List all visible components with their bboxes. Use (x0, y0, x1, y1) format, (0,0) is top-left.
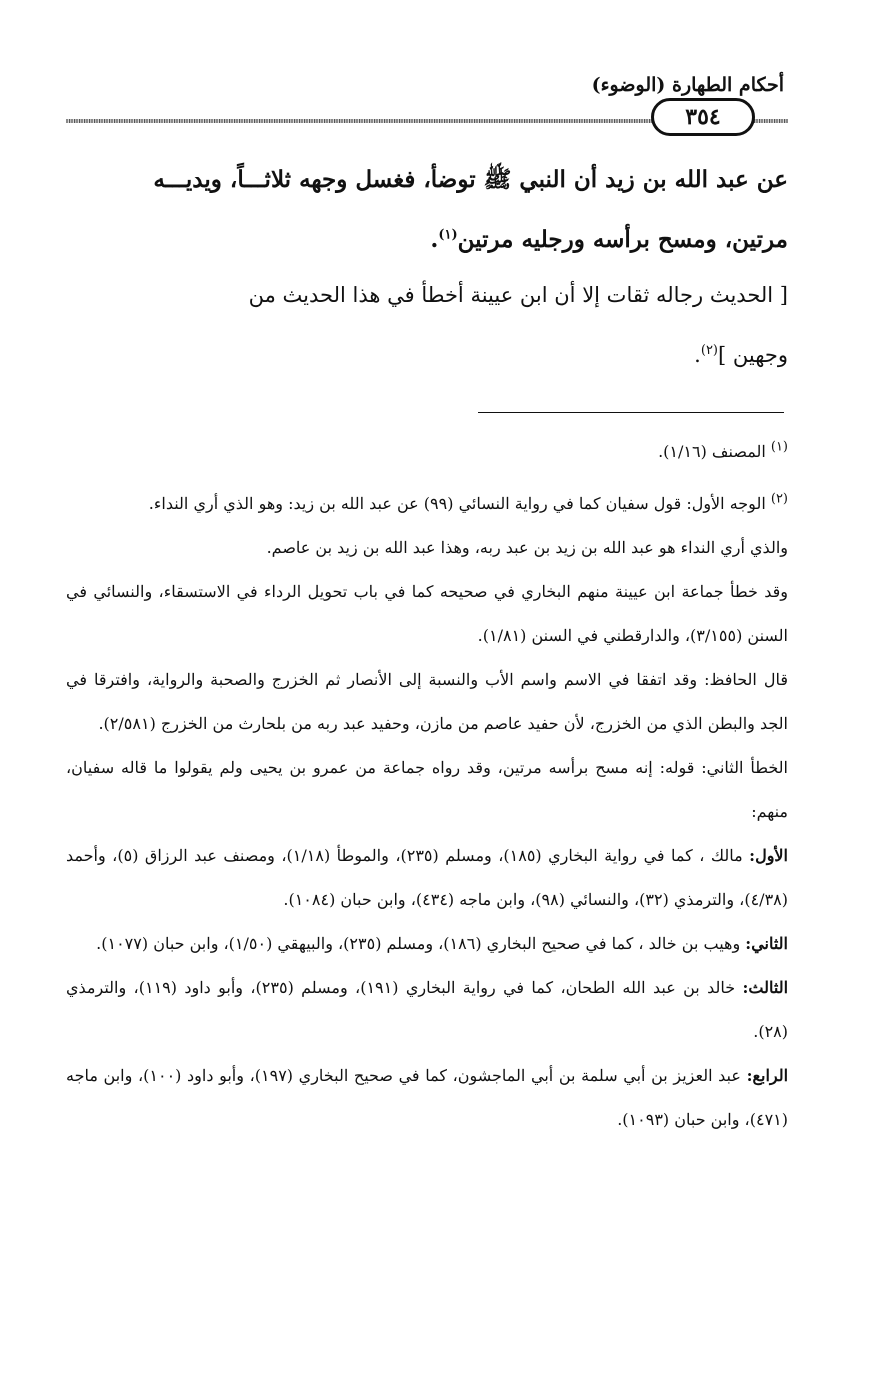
footnote-separator (478, 412, 784, 413)
hadith-line-2: مرتين، ومسح برأسه ورجليه مرتين$^{(١)}$. (430, 226, 788, 253)
footnote-ref-1: (١) (438, 227, 458, 243)
hadith-text (66, 150, 788, 270)
page-header (66, 72, 788, 132)
grading-text (66, 265, 788, 385)
footnote-2-number: (٢) (770, 491, 788, 507)
footnote-2 (66, 482, 788, 1142)
narrator-third: الثالث: خالد بن عبد الله الطحان، كما في رواية البخاري (١٩١)، ومسلم (٢٣٥)، وأبو داود (١١٩)، والترمذي (٢٨). (66, 978, 789, 1041)
footnote-2-para-5: الخطأ الثاني: قوله: إنه مسح برأسه مرتين، وقد رواه جماعة من عمرو بن يحيى ولم يقولوا ما قاله سفيان، منهم: (66, 758, 788, 821)
page-number-badge: ٣٥٤ (651, 98, 755, 136)
footnote-1 (66, 430, 788, 474)
grading-line-2: وجهين ]$^{(٢)}$. (694, 343, 788, 367)
hadith-line-1: عن عبد الله بن زيد أن النبي ﷺ توضأ، فغسل وجهه ثلاثـــاً، ويديـــه (153, 166, 788, 193)
footnote-ref-2: (٢) (700, 343, 718, 358)
narrator-first: الأول: مالك ، كما في رواية البخاري (١٨٥)، ومسلم (٢٣٥)، والموطأ (١/١٨)، ومصنف عبد الرزاق (٥)، وأحمد (٤/٣٨)، والترمذي (٣٢)، والنسائي (٩٨)، وابن ماجه (٤٣٤)، وابن حبان (١٠٨٤). (66, 846, 788, 909)
footnote-2-para-1: $^{(٢)}$ الوجه الأول: قول سفيان كما في رواية النسائي (٩٩) عن عبد الله بن زيد: وهو الذي أري النداء. (148, 491, 788, 513)
grading-line-1: [ الحديث رجاله ثقات إلا أن ابن عيينة أخطأ في هذا الحديث من (248, 283, 788, 307)
footnote-1-number: (١) (770, 439, 788, 455)
running-title: أحكام الطهارة (الوضوء) (591, 74, 784, 96)
footnote-2-para-3: وقد خطأ جماعة ابن عيينة منهم البخاري في صحيحه كما في باب تحويل الرداء في الاستسقاء، والنسائي في السنن (٣/١٥٥)، والدارقطني في السنن (١/٨١). (66, 582, 788, 645)
narrator-second: الثاني: وهيب بن خالد ، كما في صحيح البخاري (١٨٦)، ومسلم (٢٣٥)، والبيهقي (١/٥٠)، وابن حبان (١٠٧٧). (96, 934, 788, 953)
footnote-2-para-2: والذي أري النداء هو عبد الله بن زيد بن عبد ربه، وهذا عبد الله بن زيد بن عاصم. (266, 538, 788, 557)
narrator-fourth: الرابع: عبد العزيز بن أبي سلمة بن أبي الماجشون، كما في صحيح البخاري (١٩٧)، وأبو داود (١٠٠)، وابن ماجه (٤٧١)، وابن حبان (١٠٩٣). (66, 1066, 789, 1129)
footnote-1-text: المصنف (١/١٦). (658, 442, 766, 461)
footnote-2-para-4: قال الحافظ: وقد اتفقا في الاسم واسم الأب والنسبة إلى الأنصار ثم الخزرج والصحبة والرواية، وافترقا في الجد والبطن الذي من الخزرج، لأن حفيد عاصم من مازن، وحفيد عبد ربه من بلحارث من الخزرج (٢/٥٨١). (66, 670, 788, 733)
